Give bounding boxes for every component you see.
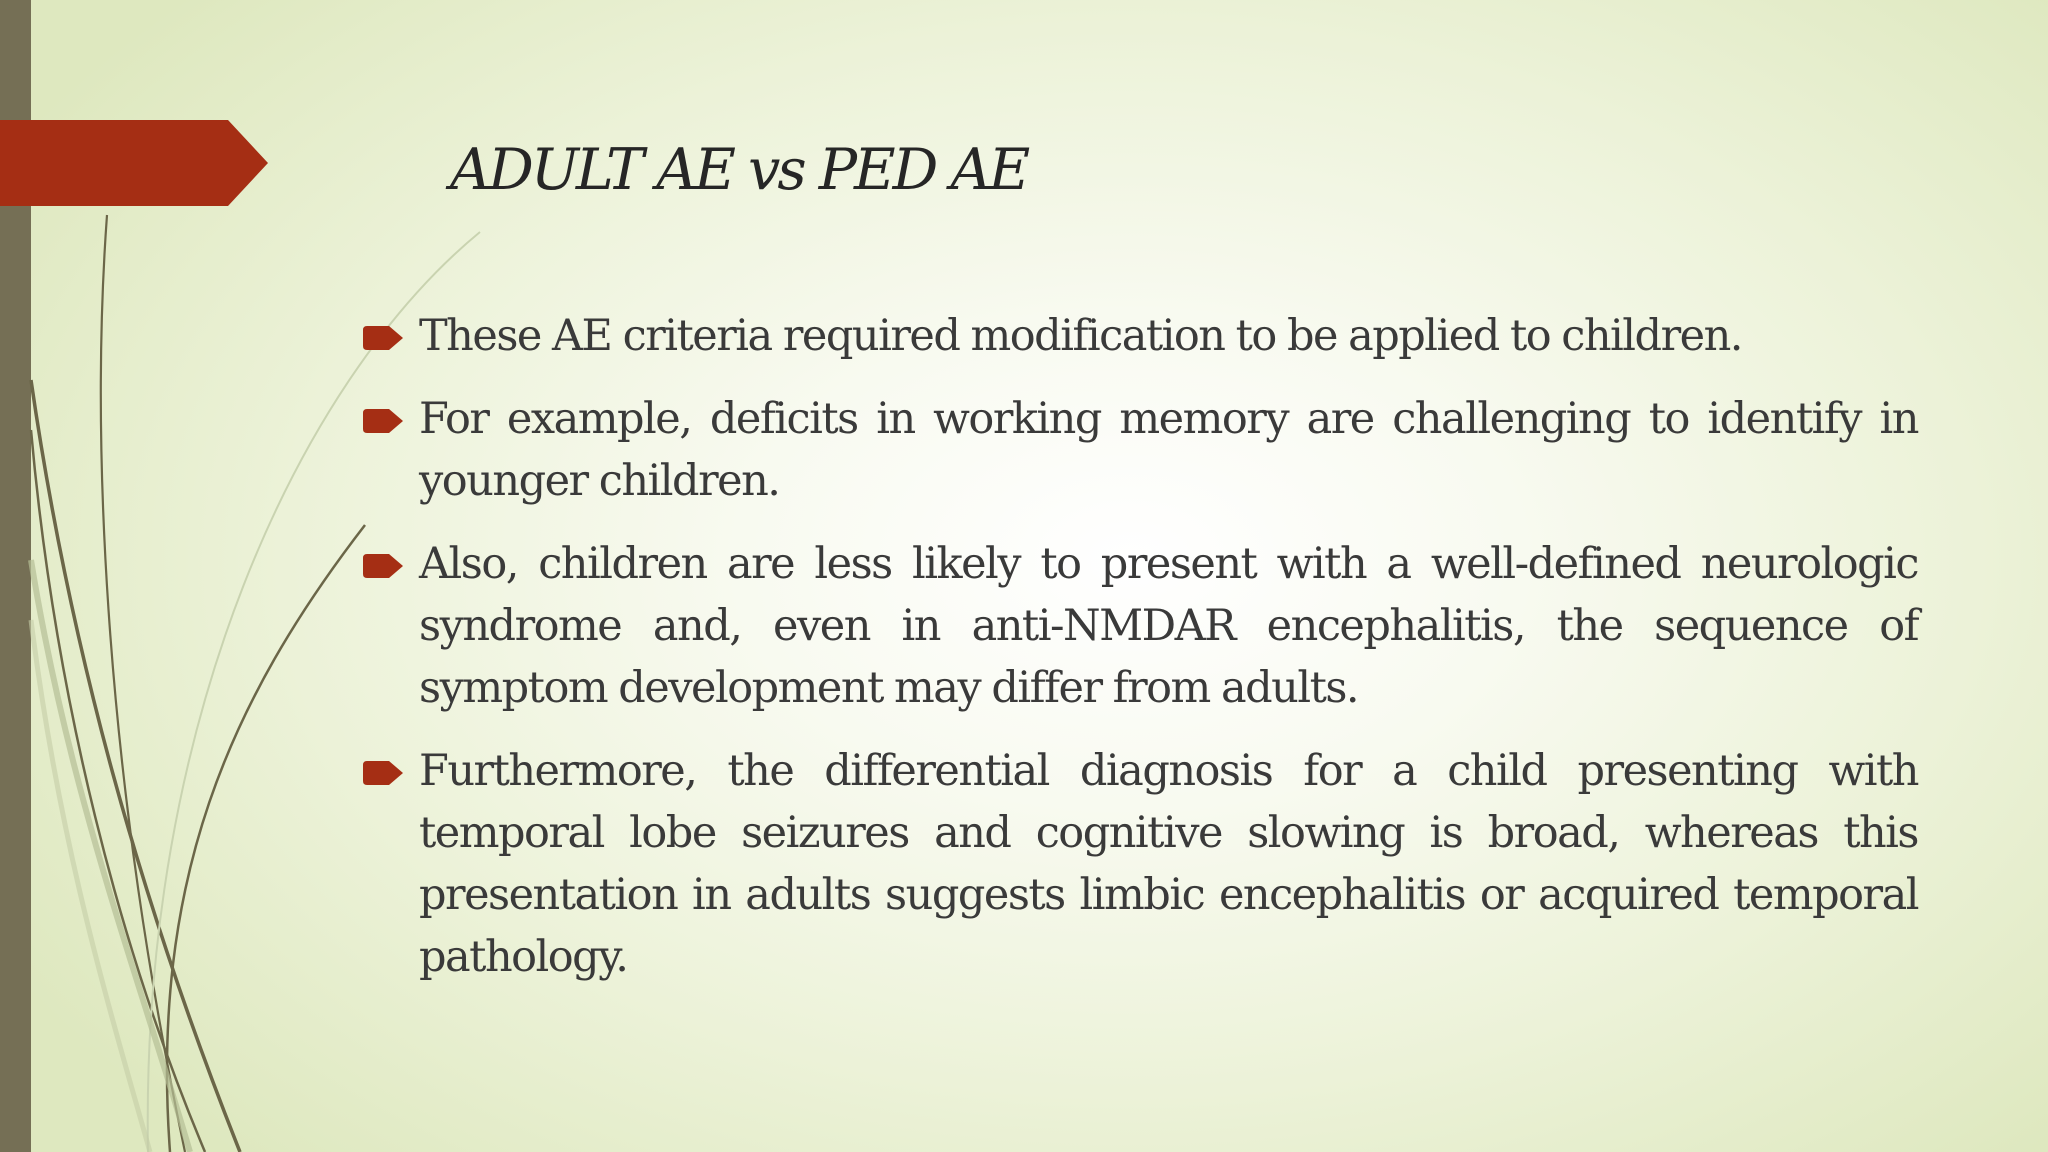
bullet-list xyxy=(360,305,1918,1009)
bullet-text: Furthermore, the differential diagnosis for a child presenting with temporal lobe seizures and cognitive slowing is broad, whereas this presentation in adults suggests limbic encephalitis or acquired temporal pathology. xyxy=(419,746,1918,982)
bullet-text: For example, deficits in working memory are challenging to identify in younger children. xyxy=(419,394,1918,506)
bullet-item-1 xyxy=(360,305,1918,367)
curve-4 xyxy=(167,525,365,1152)
bullet-item-3 xyxy=(360,533,1918,719)
arrow-bullet-icon xyxy=(363,409,403,433)
bullet-item-4 xyxy=(360,740,1918,988)
curve-2 xyxy=(31,380,240,1152)
slide-title: ADULT AE vs PED AE xyxy=(450,137,1028,203)
arrow-bullet-icon xyxy=(363,761,403,785)
bullet-text: Also, children are less likely to present with a well-defined neurologic syndrome and, even in anti-NMDAR encephalitis, the sequence of symptom development may differ from adults. xyxy=(419,539,1918,713)
curve-1 xyxy=(101,215,185,1152)
title-flag-icon xyxy=(0,120,270,206)
arrow-bullet-icon xyxy=(363,326,403,350)
arrow-bullet-icon xyxy=(363,554,403,578)
curve-7 xyxy=(31,620,150,1152)
bullet-item-2 xyxy=(360,388,1918,512)
bullet-text: These AE criteria required modification to be applied to children. xyxy=(419,311,1742,361)
